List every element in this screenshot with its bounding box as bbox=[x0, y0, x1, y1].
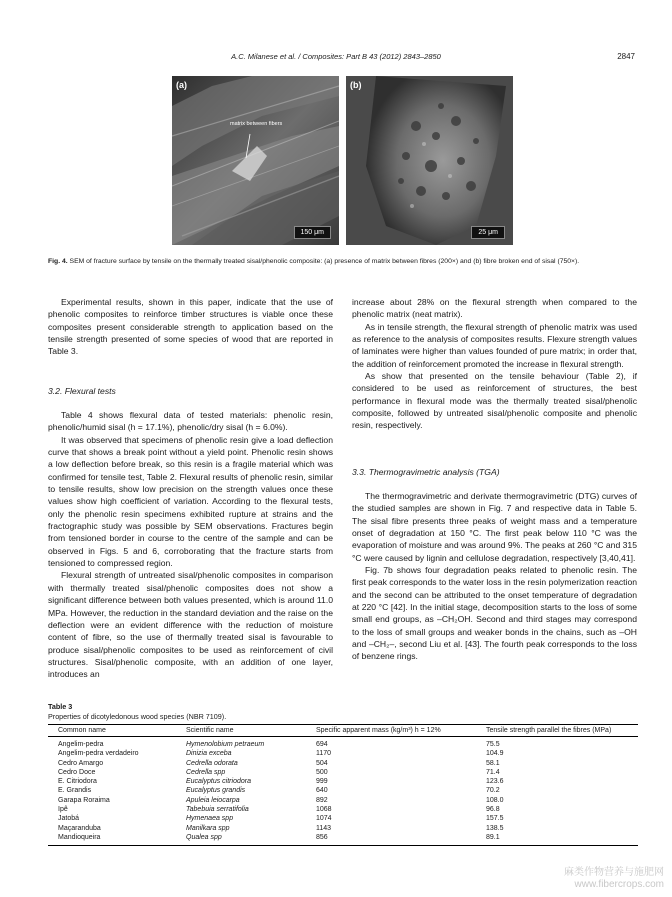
paragraph-flexural-1: Table 4 shows flexural data of tested materials: phenolic resin, phenolic/humid sisal (h = 17.1%), phenolic/dry sisal (h = 6.0%). bbox=[48, 410, 333, 433]
paragraph-tga-1: The thermogravimetric and derivate thermogravimetric (DTG) curves of the studied samples are shown in Fig. 7 and respective data in Table 5. The sisal fibre presents three peaks of weight mass and a temperature onset of degradation at 150 °C. The first peak below 110 °C was the evaporation of moisture and was around 9%. The peaks at 260 °C and 315 °C were caused by lignin and cellulose degradation, respectively [3,40,41]. bbox=[352, 491, 637, 563]
cell-specific-mass: 999 bbox=[316, 778, 328, 786]
watermark-line-1: 麻类作物营养与施肥网 bbox=[564, 867, 664, 878]
cell-tensile-strength: 123.6 bbox=[486, 778, 504, 786]
wood-properties-table bbox=[48, 724, 638, 846]
cell-scientific-name: Eucalyptus citriodora bbox=[186, 778, 251, 786]
cell-common-name: Mandioqueira bbox=[48, 833, 176, 846]
column-header-specific-mass: Specific apparent mass (kg/m³) h = 12% bbox=[306, 725, 476, 737]
paragraph-flexural-3: Flexural strength of untreated sisal/phenolic composites in comparison with thermally treated sisal/phenolic composites does not show a significant difference between both values presented, which is around 11.0 MPa. However, the reduction in the standard deviation and the raise on the deflection were an evident difference with the reduction of moisture content of fibre, so the use of thermally treated sisal is favourable to produce sisal/phenolic composites to be used as reinforcement of civil structures. Sisal/phenolic composite, with an addition of one layer, introduces an bbox=[48, 570, 333, 680]
cell-common-name: Ipê bbox=[58, 806, 68, 814]
paragraph-flexural-2: It was observed that specimens of phenolic resin give a load deflection curve that shows a break point without a yield point. Phenolic resin shows a low deflection before break, so this resin is a fragile material which was confirmed for tensile test, Table 2. Flexural results of phenolic resin, similar to tensile results, show low precision on the strength values once these values show high coefficient of variation. According to the flexural tests, only the phenolic resin specimens exhibited rupture at strains and the fractographic study was possible by SEM observations. Fractures begin from tensioned border in course to the centre of the sample and can be observed in Figs. 5 and 6, corroborating that the fracture starts from tensioned to compressed region. bbox=[48, 434, 333, 569]
table-row bbox=[48, 786, 638, 795]
column-header-scientific-name: Scientific name bbox=[176, 725, 306, 737]
cell-tensile-strength: 138.5 bbox=[486, 824, 504, 832]
cell-specific-mass: 1074 bbox=[316, 815, 332, 823]
paragraph-tga-2: Fig. 7b shows four degradation peaks related to phenolic resin. The first peak corresponds to the water loss in the resin polymerization reaction and the second can be attributed to the onset temperature of degradation at 220 °C [42]. In the initial stage, decomposition starts to the loss of some small end groups, as –CH₂OH. Second and third stages may correspond to the loss of small groups and weaker bonds in the chains, such as –OH and –CH₂–, second Liu et al. [43]. The fourth peak corresponds to the loss of benzene rings. bbox=[352, 565, 637, 662]
cell-tensile-strength: 108.0 bbox=[486, 796, 504, 804]
cell-specific-mass: 1170 bbox=[316, 750, 332, 758]
cell-scientific-name: Manilkara spp bbox=[186, 824, 230, 832]
table-row bbox=[48, 768, 638, 777]
table-header-row bbox=[48, 725, 638, 737]
cell-specific-mass: 892 bbox=[316, 796, 328, 804]
paragraph-right-1: As in tensile strength, the flexural strength of phenolic matrix was used as reference to the analysis of composites results. Flexure strength values of laminates were higher than values founded of pure matrix; in order that, the addition of reinforcement promoted the increase in flexural strength. bbox=[352, 321, 637, 369]
column-header-tensile-strength: Tensile strength parallel the fibres (MPa) bbox=[476, 725, 638, 737]
cell-scientific-name: Dinizia exceba bbox=[186, 750, 232, 758]
cell-tensile-strength: 71.4 bbox=[486, 768, 500, 776]
right-column bbox=[352, 296, 637, 432]
cell-scientific-name: Apuleia leiocarpa bbox=[186, 796, 240, 804]
table-row bbox=[48, 737, 638, 750]
cell-specific-mass: 1143 bbox=[316, 824, 332, 832]
cell-specific-mass: 1068 bbox=[316, 806, 332, 814]
cell-tensile-strength: 89.1 bbox=[476, 833, 638, 846]
cell-specific-mass: 640 bbox=[316, 787, 328, 795]
cell-tensile-strength: 96.8 bbox=[486, 806, 500, 814]
table-row bbox=[48, 759, 638, 768]
cell-specific-mass: 694 bbox=[316, 741, 328, 748]
table-row bbox=[48, 805, 638, 814]
table-caption bbox=[48, 702, 226, 722]
scale-bar-b: 25 μm bbox=[471, 226, 505, 239]
cell-tensile-strength: 157.5 bbox=[486, 815, 504, 823]
table-row bbox=[48, 814, 638, 823]
cell-common-name: Jatobá bbox=[58, 815, 80, 823]
cell-specific-mass: 856 bbox=[306, 833, 476, 846]
cell-scientific-name: Hymenaea spp bbox=[186, 815, 234, 823]
cell-tensile-strength: 104.9 bbox=[486, 750, 504, 758]
watermark bbox=[564, 867, 664, 891]
table-row bbox=[48, 796, 638, 805]
table-row bbox=[48, 749, 638, 758]
table-row bbox=[48, 833, 638, 846]
table-label: Table 3 bbox=[48, 702, 73, 711]
sem-texture-a bbox=[172, 76, 339, 245]
column-header-common-name: Common name bbox=[48, 725, 176, 737]
right-column-tga bbox=[352, 490, 637, 663]
table-title: Properties of dicotyledonous wood species (NBR 7109). bbox=[48, 712, 227, 721]
cell-scientific-name: Qualea spp bbox=[176, 833, 306, 846]
sem-texture-b bbox=[346, 76, 513, 245]
cell-common-name: Angelim-pedra bbox=[58, 741, 104, 748]
paragraph-intro: Experimental results, shown in this paper, indicate that the use of phenolic composites to reinforce timber structures is viable once these composites present considerable strength to application based on the tensile strength presented of some species of wood that are reported in Table 3. bbox=[48, 297, 333, 357]
cell-tensile-strength: 75.5 bbox=[486, 741, 500, 748]
cell-scientific-name: Cedrella odorata bbox=[186, 759, 238, 767]
sem-image-panel-b bbox=[346, 76, 513, 245]
panel-label-b: (b) bbox=[350, 80, 362, 90]
section-heading-tga: 3.3. Thermogravimetric analysis (TGA) bbox=[352, 467, 500, 477]
figure-caption bbox=[48, 257, 638, 267]
cell-specific-mass: 504 bbox=[316, 759, 328, 767]
paragraph-right-0: increase about 28% on the flexural strength when compared to the phenolic matrix (neat matrix). bbox=[352, 297, 637, 320]
cell-common-name: Maçaranduba bbox=[58, 824, 101, 832]
cell-scientific-name: Hymenolobium petraeum bbox=[186, 741, 265, 748]
sem-image-panel-a bbox=[172, 76, 339, 245]
cell-tensile-strength: 70.2 bbox=[486, 787, 500, 795]
scale-bar-a: 150 μm bbox=[294, 226, 332, 239]
cell-scientific-name: Eucalyptus grandis bbox=[186, 787, 246, 795]
cell-tensile-strength: 58.1 bbox=[486, 759, 500, 767]
figure-annotation-matrix: matrix between fibers bbox=[230, 121, 283, 127]
cell-common-name: Garapa Roraima bbox=[58, 796, 110, 804]
paragraph-right-2: As show that presented on the tensile behaviour (Table 2), if considered to be used as reinforcement of structures, the best performance in flexural mode was the thermally treated sisal/phenolic composite, followed by untreated sisal/phenolic composite and phenolic resin, respectively. bbox=[352, 371, 637, 431]
cell-common-name: Cedro Amargo bbox=[58, 759, 104, 767]
watermark-line-2: www.fibercrops.com bbox=[574, 879, 664, 890]
table-row bbox=[48, 777, 638, 786]
left-column bbox=[48, 296, 333, 358]
figure-caption-text: SEM of fracture surface by tensile on the thermally treated sisal/phenolic composite: (a) presence of matrix between fibres (200×) and (b) fibre broken end of sisal (750×). bbox=[69, 258, 580, 265]
panel-label-a: (a) bbox=[176, 80, 187, 90]
cell-common-name: Cedro Doce bbox=[58, 768, 96, 776]
cell-specific-mass: 500 bbox=[316, 768, 328, 776]
journal-citation: A.C. Milanese et al. / Composites: Part B 43 (2012) 2843–2850 bbox=[231, 52, 441, 61]
left-column-flexural bbox=[48, 409, 333, 681]
cell-common-name: E. Citriodora bbox=[58, 778, 97, 786]
cell-scientific-name: Tabebuia serratifolia bbox=[186, 806, 249, 814]
page-number: 2847 bbox=[617, 52, 635, 61]
cell-common-name: Angelim-pedra verdadeiro bbox=[58, 750, 139, 758]
cell-common-name: E. Grandis bbox=[58, 787, 92, 795]
section-heading-flexural: 3.2. Flexural tests bbox=[48, 386, 116, 396]
table-row bbox=[48, 824, 638, 833]
cell-scientific-name: Cedrella spp bbox=[186, 768, 226, 776]
figure-caption-label: Fig. 4. bbox=[48, 258, 68, 265]
